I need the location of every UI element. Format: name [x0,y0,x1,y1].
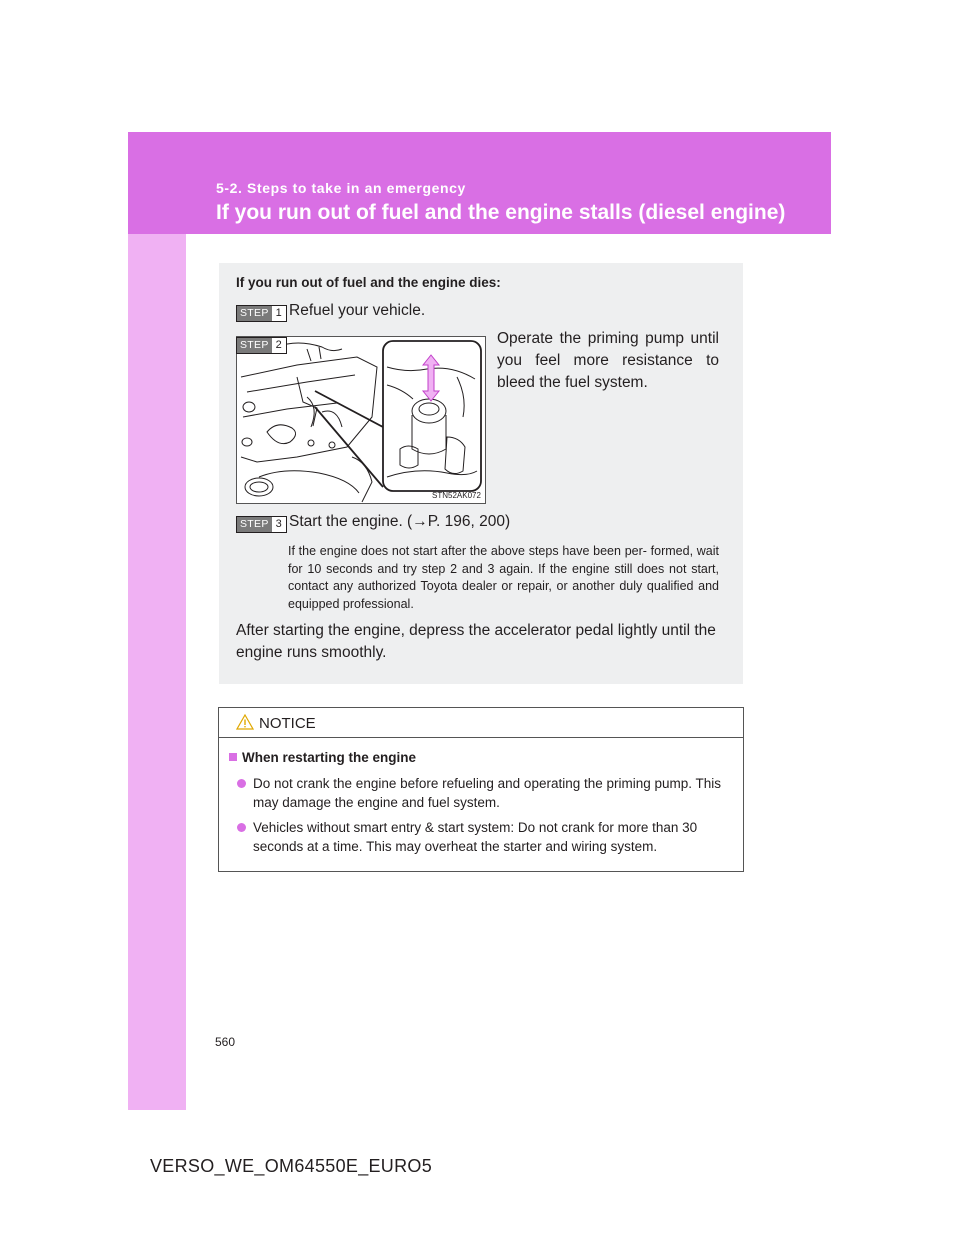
bullet-dot-icon [237,779,246,788]
step-1-text: Refuel your vehicle. [289,302,426,319]
notice-header [219,708,743,738]
bullet-dot-icon [237,823,246,832]
square-bullet-icon [229,753,237,761]
step-1-badge [236,305,287,322]
step-2-badge [236,337,287,354]
notice-heading-text: When restarting the engine [242,750,417,765]
step-label: STEP [237,517,272,532]
notice-bullet [237,774,737,812]
step-2-text: Operate the priming pump until you feel more resistance to bleed the fuel system. [497,330,719,391]
warning-triangle-icon [236,714,254,730]
notice-title: NOTICE [259,715,316,732]
step-3-note: If the engine does not start after the above steps have been per- formed, wait for 10 seconds and try step 2 and 3 again. If the engine still does not start, contact any authorized Toyota dealer or repair, or another duly qualified and equipped professional. [288,544,719,611]
notice-bullet-text: Vehicles without smart entry & start system: Do not crank for more than 30 seconds at a time. This may overheat the starter and wiring system. [253,820,698,854]
procedure-intro: If you run out of fuel and the engine dies: [236,275,501,290]
illustration-code: STN52AK072 [432,491,481,500]
page-title: If you run out of fuel and the engine stalls (diesel engine) [216,201,786,224]
step-number: 3 [275,518,282,530]
sidebar-tab [128,132,186,1110]
engine-bay-drawing [237,337,485,503]
section-title: 5-2. Steps to take in an emergency [216,180,466,196]
step-3-text: Start the engine. (→P. 196, 200) [289,513,511,530]
notice-heading [229,750,416,765]
after-start-text: After starting the engine, depress the accelerator pedal lightly until the engine runs smoothly. [236,622,716,661]
page-number: 560 [215,1035,236,1049]
step-3-badge [236,516,287,533]
footer-code: VERSO_WE_OM64550E_EURO5 [150,1156,433,1176]
step-label: STEP [237,306,272,321]
notice-bullet-text: Do not crank the engine before refueling and operating the priming pump. This may damage the engine and fuel system. [253,776,722,810]
step-number: 2 [275,339,282,351]
step-label: STEP [237,338,272,353]
engine-illustration [236,336,486,504]
step-number: 1 [275,307,282,319]
notice-box [218,707,744,872]
notice-bullet [237,818,737,856]
